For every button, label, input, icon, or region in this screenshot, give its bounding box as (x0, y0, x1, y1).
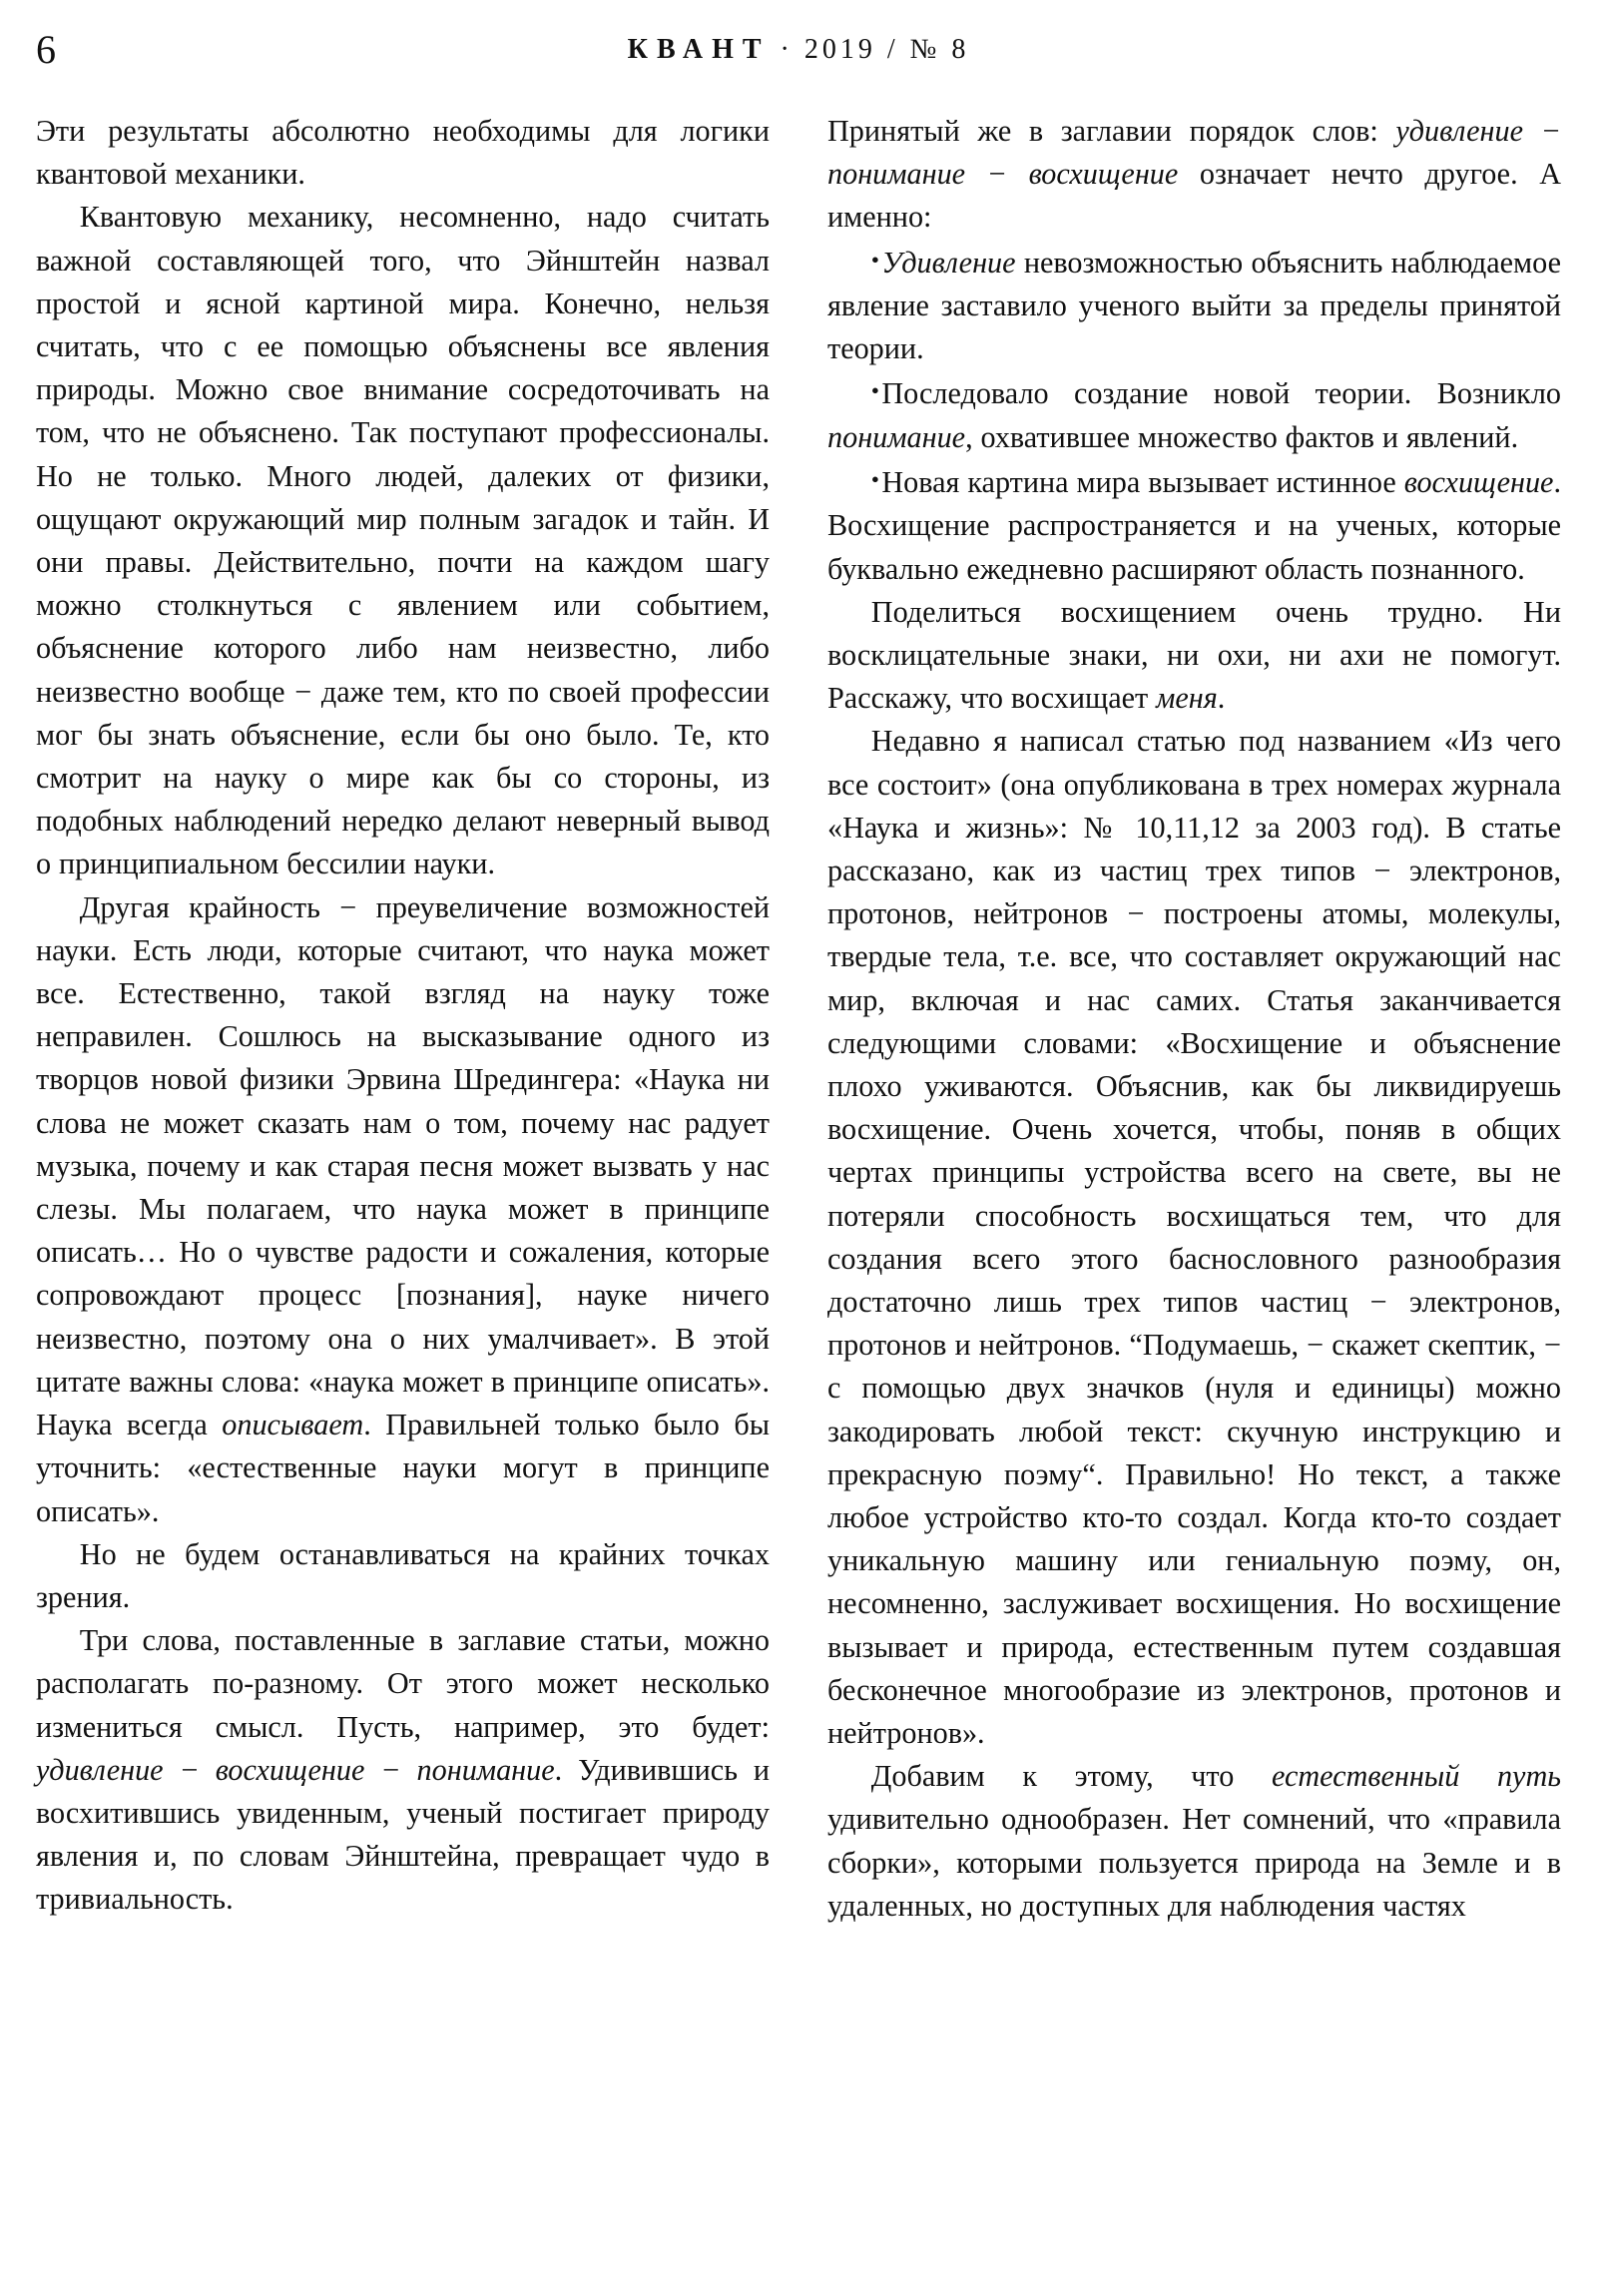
emphasis-text: естественный путь (1271, 1759, 1561, 1794)
body-text: Три слова, поставленные в заглавие статьи, можно располагать по-разному. От этого может несколько измениться смысл. Пусть, например, это будет: (36, 1623, 770, 1744)
body-text: , охватившее множество фактов и явлений. (965, 419, 1519, 454)
column-right (827, 110, 1561, 2286)
paragraph-bullet-surprise (827, 240, 1561, 371)
running-head-title (0, 30, 1597, 70)
issue-label: 2019 / № 8 (803, 34, 970, 65)
paragraph-para-results (36, 110, 770, 196)
body-text: Квантовую механику, несомненно, надо считать важной составляющей того, что Эйнштейн назвал простой и ясной картиной мира. Конечно, нельзя считать, что с ее помощью объяснены все явления природы. Можно свое внимание сосредоточивать на том, что не объяснено. Так поступают профессионалы. Но не только. Много людей, далеких от физики, ощущают окружающий мир полным загадок и тайн. И они правы. Действительно, почти на каждом шагу можно столкнуться с явлением или событием, объяснение которого либо нам неизвестно, либо неизвестно вообще − даже тем, кто по своей профессии мог бы знать объяснение, если бы оно было. Те, кто смотрит на науку о мире как бы со стороны, из подобных наблюдений нередко делают неверный вывод о принципиальном бессилии науки. (36, 200, 770, 881)
emphasis-text: удивление − восхищение − понимание (36, 1752, 555, 1787)
magazine-name: КВАНТ (627, 34, 771, 65)
body-text: Новая картина мира вызывает истинное (881, 465, 1404, 500)
bullet-marker-icon: • (870, 378, 880, 405)
emphasis-text: восхищение (1403, 465, 1554, 500)
bullet-marker-icon: • (870, 466, 880, 493)
body-text: Эти результаты абсолютно необходимы для логики квантовой механики. (36, 114, 770, 192)
body-text: . Правильней только было бы уточнить: «естественные науки могут в принципе описать». (36, 1408, 770, 1528)
body-text: Принятый же в заглавии порядок слов: (827, 114, 1396, 148)
page-number: 6 (36, 27, 56, 72)
bullet-marker-icon: • (870, 247, 880, 274)
body-text: Но не будем останавливаться на крайних точках зрения. (36, 1536, 770, 1614)
body-text: . Удивившись и восхитившись увиденным, ученый постигает природу явления и, по словам Эйнштейна, превращает чудо в тривиальность. (36, 1752, 770, 1917)
text-columns (36, 110, 1561, 2286)
paragraph-para-natural-path (827, 1755, 1561, 1928)
emphasis-text: понимание (827, 419, 966, 454)
paragraph-bullet-admiration (827, 459, 1561, 591)
body-text: Недавно я написал статью под названием «Из чего все состоит» (она опубликована в трех номерах журнала «Наука и жизнь»: № 10,11,12 за 2003 год). В статье рассказано, как из частиц трех типов − электронов, протонов, нейтронов − построены атомы, молекулы, твердые тела, т.е. все, что составляет окружающий нас мир, включая и нас самих. Статья заканчивается следующими словами: «Восхищение и объяснение плохо уживаются. Объяснив, как бы ликвидируешь восхищение. Очень хочется, чтобы, поняв в общих чертах принципы устройства всего на свете, вы не потеряли способность восхищаться тем, что для создания всего этого баснословного разнообразия достаточно лишь трех типов частиц − электронов, протонов и нейтронов. “Подумаешь, − скажет скептик, − с помощью двух значков (нуля и единицы) можно закодировать любой текст: скучную инструкцию и прекрасную поэму“. Правильно! Но текст, а также любое устройство кто-то создал. Когда кто-то создает уникальную машину или гениальную поэму, он, несомненно, заслуживает восхищения. Но восхищение вызывает и природа, естественным путем создавшая бесконечное многообразие из электронов, протонов и нейтронов». (827, 724, 1561, 1751)
body-text: Добавим к этому, что (870, 1759, 1272, 1794)
paragraph-para-three-words (36, 1619, 770, 1921)
paragraph-para-title-order (827, 110, 1561, 240)
emphasis-text: описывает (222, 1408, 364, 1442)
body-text: Другая крайность − преувеличение возможностей науки. Есть люди, которые считают, что наука может все. Естественно, такой взгляд на науку тоже неправилен. Сошлюсь на высказывание одного из творцов новой физики Эрвина Шредингера: «Наука ни слова не может сказать нам о том, почему нас радует музыка, почему и как старая песня может вызвать у нас слезы. Мы полагаем, что наука может в принципе описать… Но о чувстве радости и сожаления, которые сопровождают процесс [познания], науке ничего неизвестно, поэтому она о них умалчивает». В этой цитате важны слова: «наука может в принципе описать». Наука всегда (36, 889, 770, 1442)
paragraph-para-share-admiration (827, 591, 1561, 721)
paragraph-bullet-understanding (827, 370, 1561, 459)
running-head (0, 20, 1597, 76)
body-text: Последовало создание новой теории. Возникло (881, 376, 1561, 411)
emphasis-text: удивление − понимание − восхищение (827, 114, 1561, 192)
body-text: . Восхищение распространяется и на ученых, которые буквально ежедневно расширяют область познанного. (827, 465, 1561, 586)
paragraph-para-other-extreme (36, 886, 770, 1533)
paragraph-para-recent-article (827, 720, 1561, 1755)
head-separator: · (780, 34, 795, 65)
body-text: Поделиться восхищением очень трудно. Ни восклицательные знаки, ни охи, ни ахи не помогут. Расскажу, что восхищает (827, 594, 1561, 716)
body-text: удивительно однообразен. Нет сомнений, что «правила сборки», которыми пользуется природа на Земле и в удаленных, но доступных для наблюдения частях (827, 1802, 1561, 1923)
emphasis-text: меня (1156, 681, 1218, 716)
paragraph-para-quantum-mechanics (36, 196, 770, 885)
column-left (36, 110, 770, 2286)
body-text: . (1217, 681, 1226, 716)
body-text: означает нечто другое. А именно: (827, 157, 1561, 235)
emphasis-text: Удивление (881, 245, 1016, 280)
paragraph-para-no-extremes (36, 1533, 770, 1619)
body-text: невозможностью объяснить наблюдаемое явление заставило ученого выйти за пределы принятой теории. (827, 245, 1561, 366)
